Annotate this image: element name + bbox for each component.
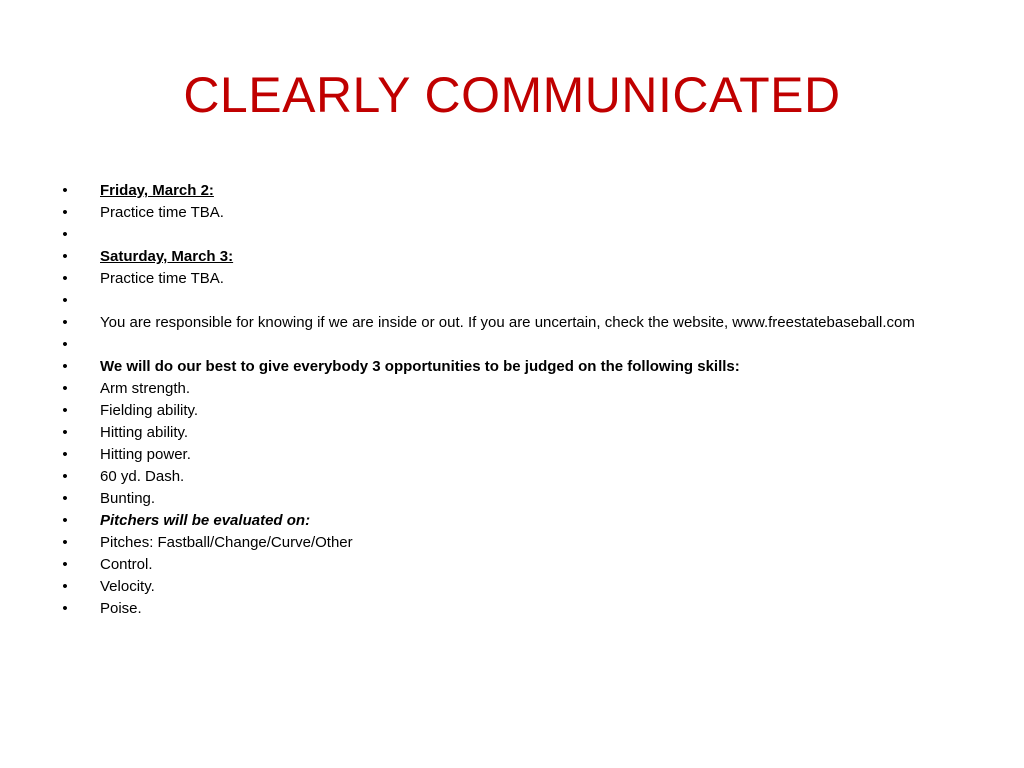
bullet-item: [60, 424, 960, 441]
bullet-item: [60, 490, 960, 507]
bullet-text: Saturday, March 3:: [100, 248, 234, 265]
bullet-text: Practice time TBA.: [100, 204, 224, 221]
bullet-text: Pitches: Fastball/Change/Curve/Other: [100, 534, 353, 551]
bullet-text: Poise.: [100, 600, 142, 617]
bullet-dot-icon: •: [62, 578, 68, 595]
bullet-list: [60, 182, 960, 622]
bullet-item: [60, 336, 960, 353]
bullet-dot-icon: •: [62, 182, 68, 199]
bullet-dot-icon: •: [62, 534, 68, 551]
bullet-text: We will do our best to give everybody 3 opportunities to be judged on the following skills:: [100, 358, 740, 375]
bullet-dot-icon: •: [62, 270, 68, 287]
bullet-dot-icon: •: [62, 226, 68, 243]
bullet-item: [60, 446, 960, 463]
bullet-text: Bunting.: [100, 490, 156, 507]
bullet-item: [60, 402, 960, 419]
bullet-dot-icon: •: [62, 446, 68, 463]
bullet-dot-icon: •: [62, 248, 68, 265]
bullet-dot-icon: •: [62, 314, 68, 331]
bullet-item: [60, 578, 960, 595]
bullet-item: [60, 314, 960, 331]
bullet-dot-icon: •: [62, 468, 68, 485]
bullet-dot-icon: •: [62, 424, 68, 441]
bullet-text: You are responsible for knowing if we are inside or out. If you are uncertain, check the website, www.freestatebaseball.com: [100, 314, 915, 331]
bullet-item: [60, 270, 960, 287]
bullet-text: Fielding ability.: [100, 402, 199, 419]
bullet-text: Control.: [100, 556, 153, 573]
bullet-dot-icon: •: [62, 336, 68, 353]
bullet-item: [60, 534, 960, 551]
bullet-item: [60, 292, 960, 309]
bullet-dot-icon: •: [62, 292, 68, 309]
bullet-text: 60 yd. Dash.: [100, 468, 185, 485]
bullet-item: [60, 182, 960, 199]
bullet-text: Friday, March 2:: [100, 182, 214, 199]
bullet-dot-icon: •: [62, 204, 68, 221]
bullet-text: Velocity.: [100, 578, 155, 595]
bullet-dot-icon: •: [62, 490, 68, 507]
bullet-text: Arm strength.: [100, 380, 191, 397]
bullet-item: [60, 468, 960, 485]
bullet-item: [60, 248, 960, 265]
bullet-item: [60, 226, 960, 243]
bullet-dot-icon: •: [62, 600, 68, 617]
bullet-dot-icon: •: [62, 358, 68, 375]
bullet-dot-icon: •: [62, 402, 68, 419]
slide-title: CLEARLY COMMUNICATED: [183, 67, 841, 123]
bullet-item: [60, 380, 960, 397]
bullet-item: [60, 600, 960, 617]
bullet-dot-icon: •: [62, 512, 68, 529]
bullet-text: Pitchers will be evaluated on:: [100, 512, 311, 529]
bullet-text: Hitting power.: [100, 446, 191, 463]
bullet-item: [60, 204, 960, 221]
bullet-item: [60, 556, 960, 573]
bullet-dot-icon: •: [62, 380, 68, 397]
bullet-item: [60, 512, 960, 529]
bullet-item: [60, 358, 960, 375]
bullet-text: Hitting ability.: [100, 424, 189, 441]
bullet-text: Practice time TBA.: [100, 270, 224, 287]
bullet-dot-icon: •: [62, 556, 68, 573]
